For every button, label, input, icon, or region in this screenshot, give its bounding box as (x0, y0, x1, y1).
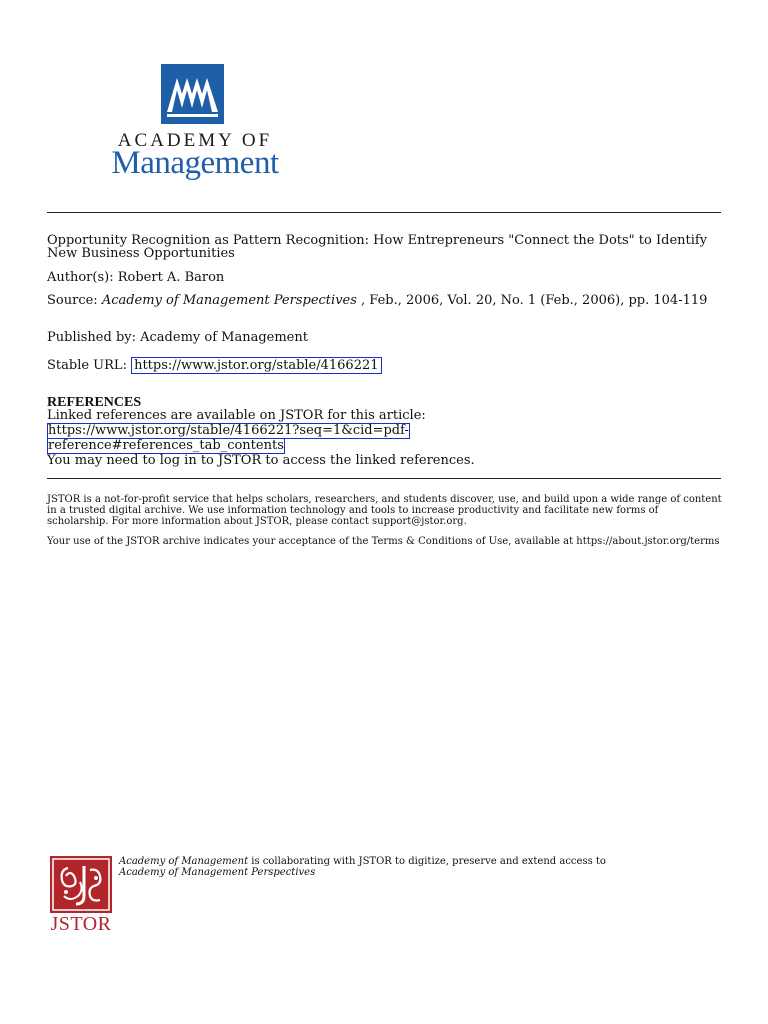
collab-journal: Academy of Management Perspectives (119, 867, 316, 878)
academy-logo (161, 64, 224, 124)
references-heading: REFERENCES (47, 395, 142, 410)
references-link-line-2[interactable]: reference#references_tab_contents (48, 438, 284, 453)
stable-url-link[interactable]: https://www.jstor.org/stable/4166221 (131, 357, 381, 374)
collab-text: is collaborating with JSTOR to digitize, preserve and extend access to (248, 856, 606, 867)
collaboration-note (119, 856, 719, 878)
collab-organization: Academy of Management (119, 856, 249, 867)
jstor-wordmark: JSTOR (50, 913, 112, 935)
source-label: Source: (47, 293, 102, 308)
article-title: Opportunity Recognition as Pattern Recognition: How Entrepreneurs "Connect the Dots" to Identify New Business Opportunities (47, 233, 708, 261)
references-note: You may need to log in to JSTOR to access the linked references. (47, 453, 475, 468)
jstor-seal-icon (50, 856, 112, 913)
academy-mountains-icon (161, 64, 224, 124)
references-intro: Linked references are available on JSTOR for this article: (47, 408, 426, 423)
logo-line-1: ACADEMY OF (117, 130, 273, 151)
references-body (47, 409, 727, 468)
publisher-name: Academy of Management (140, 330, 308, 345)
source-journal: Academy of Management Perspectives (101, 293, 357, 308)
jstor-notice: JSTOR is a not-for-profit service that helps scholars, researchers, and students discover, use, and build upon a wide range of content in a trusted digital archive. We use information technology and tools to increase productivity and facilitate new forms of scholarship. For more information about JSTOR, please contact support@jstor.org. (47, 494, 722, 527)
terms-notice: Your use of the JSTOR archive indicates your acceptance of the Terms & Conditions of Use, available at https://about.jstor.org/terms (47, 536, 720, 547)
source-details: , Feb., 2006, Vol. 20, No. 1 (Feb., 2006), pp. 104-119 (356, 293, 708, 308)
references-link[interactable] (47, 423, 727, 454)
source-line (47, 294, 727, 307)
divider-middle (47, 478, 721, 479)
publisher-label: Published by: (47, 330, 141, 345)
divider-top (47, 212, 721, 213)
jstor-seal (50, 856, 112, 913)
stable-url-label: Stable URL: (47, 358, 132, 373)
author-label: Author(s): (47, 270, 118, 285)
stable-url-line (47, 359, 382, 372)
logo-line-2: Management (111, 145, 279, 181)
publisher-line (47, 331, 308, 344)
author-line (47, 271, 224, 284)
references-link-line-1[interactable]: https://www.jstor.org/stable/4166221?seq=1&cid=pdf- (48, 423, 409, 438)
author-name: Robert A. Baron (117, 270, 225, 285)
